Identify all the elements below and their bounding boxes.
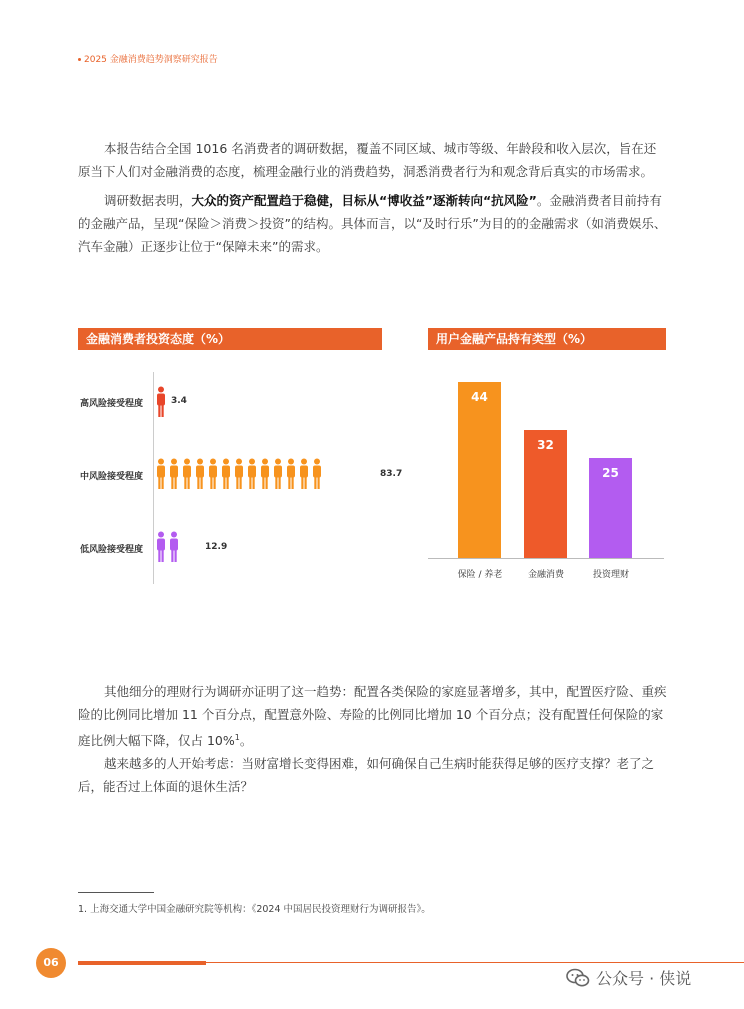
intro-paragraph-1: 本报告结合全国 1016 名消费者的调研数据，覆盖不同区域、城市等级、年龄段和收入层次，旨在还原当下人们对金融消费的态度，梳理金融行业的消费趋势，洞悉消费者行为和观念背后真实的市场需求。 [78,141,657,179]
footnote-text: 1. 上海交通大学中国金融研究院等机构：《2024 中国居民投资理财行为调研报告》。 [78,904,431,915]
cat-label-insurance: 保险 / 养老 [457,570,503,580]
person-icon [247,458,257,490]
bar-0 [458,382,501,558]
person-icon [182,458,192,490]
report-header [78,52,218,65]
bar-value-label: 32 [537,438,554,452]
footnote-divider [78,892,154,893]
bar-value-label: 44 [471,390,488,404]
person-icon [221,458,231,490]
wechat-icon [566,968,590,988]
watermark-text: 公众号 · 侠说 [596,969,692,988]
attitude-axis [153,372,154,584]
header-dot [78,58,81,61]
person-icon [299,458,309,490]
person-icon [156,458,166,490]
bar-2 [589,458,632,558]
person-icon [273,458,283,490]
holding-chart-title: 用户金融产品持有类型（%） [428,328,666,350]
bar-value-label: 25 [602,466,619,480]
person-icon [169,531,179,563]
bar-1 [524,430,567,558]
p2-pre: 调研数据表明， [104,193,192,208]
footer-bar-thin [206,962,744,963]
person-icon [312,458,322,490]
person-icon [286,458,296,490]
risk-label-high: 高风险接受程度 [80,399,144,409]
p3-text: 其他细分的理财行为调研亦证明了这一趋势：配置各类保险的家庭显著增多，其中，配置医疗险、重疾险的比例同比增加 11 个百分点，配置意外险、寿险的比例同比增加 10 个百分点；没有配置任何保险的家庭比例大幅下降，仅占 10% [78,684,667,749]
page-number: 06 [36,948,66,978]
watermark [566,966,691,989]
p3-end: 。 [239,733,253,749]
risk-label-low: 低风险接受程度 [80,545,144,555]
holding-baseline [428,558,664,559]
attitude-chart-title: 金融消费者投资态度（%） [78,328,382,350]
icons-mid [156,458,322,490]
risk-value-high: 3.4 [171,396,187,406]
footnote-ref[interactable]: 1 [234,733,240,742]
person-icon [208,458,218,490]
footer-bar-thick [78,961,206,965]
person-icon [234,458,244,490]
risk-label-mid: 中风险接受程度 [80,472,144,482]
cat-label-invest: 投资理财 [592,570,629,580]
person-icon [156,531,166,563]
body-paragraph-4: 越来越多的人开始考虑：当财富增长变得困难，如何确保自己生病时能获得足够的医疗支撑？老了之后，能否过上体面的退休生活？ [78,756,655,794]
person-icon [260,458,270,490]
person-icon [195,458,205,490]
person-icon [169,458,179,490]
risk-value-low: 12.9 [205,542,228,552]
header-title: 2025 金融消费趋势洞察研究报告 [84,55,218,65]
intro-paragraph-2 [78,189,668,258]
icons-low [156,531,179,563]
p2-bold: 大众的资产配置趋于稳健，目标从“博收益”逐渐转向“抗风险” [191,193,537,208]
cat-label-consumer: 金融消费 [527,570,564,580]
icons-high [156,386,166,418]
p2-post: 。金融消费者目前持有的金融产品，呈现“保险＞消费＞投资”的结构。具体而言，以“及时行乐”为目的的金融需求（如消费娱乐、汽车金融）正逐步让位于“保障未来”的需求。 [78,193,667,254]
body-paragraph-3 [78,680,668,752]
risk-value-mid: 83.7 [380,469,403,479]
person-icon [156,386,166,418]
